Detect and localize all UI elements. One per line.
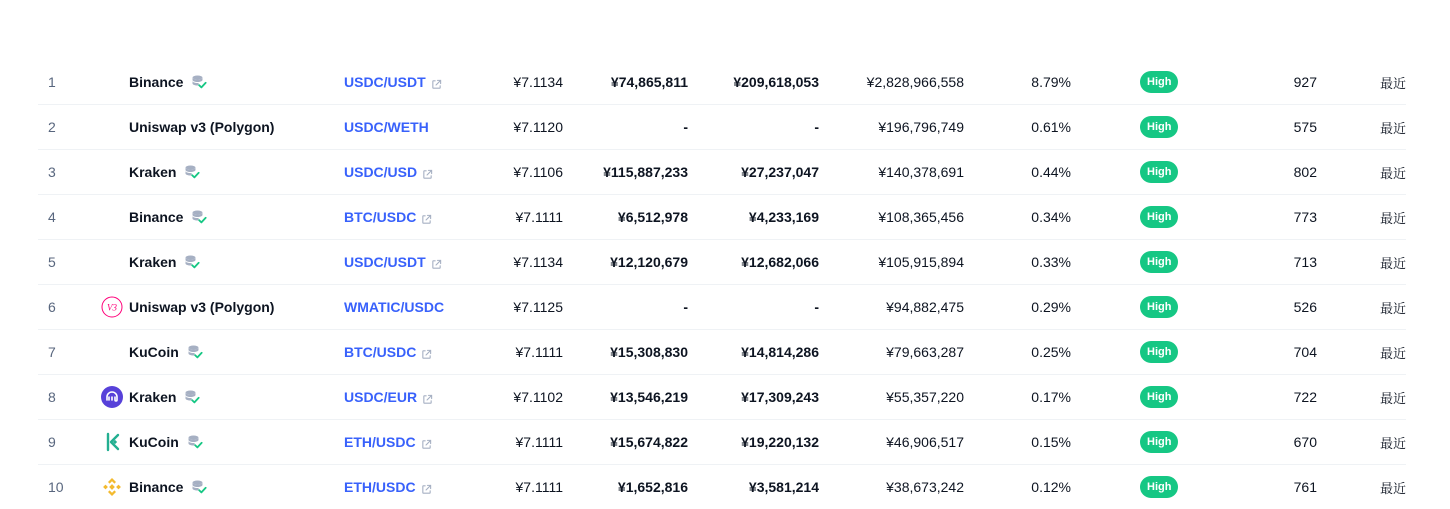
confidence-badge[interactable]: High xyxy=(1140,116,1178,138)
external-link-icon[interactable] xyxy=(421,482,432,493)
volume-24h: ¥196,796,749 xyxy=(878,119,964,135)
svg-text:V3: V3 xyxy=(107,302,117,313)
rank: 10 xyxy=(48,479,64,495)
confidence-badge[interactable]: High xyxy=(1140,341,1178,363)
depth-plus-2: ¥13,546,219 xyxy=(610,389,688,405)
markets-table xyxy=(38,60,1406,509)
liquidity-score: 927 xyxy=(1293,74,1317,90)
updated-time: 最近 xyxy=(1379,210,1406,226)
liquidity-score: 761 xyxy=(1293,479,1317,495)
rank: 3 xyxy=(48,164,56,180)
depth-minus-2: - xyxy=(814,299,819,315)
confidence-badge[interactable]: High xyxy=(1140,431,1178,453)
updated-time: 最近 xyxy=(1379,480,1406,496)
exchange-name[interactable]: Uniswap v3 (Polygon) xyxy=(129,119,275,135)
exchange-name-cell[interactable] xyxy=(129,60,329,104)
updated-time: 最近 xyxy=(1379,255,1406,271)
rank: 9 xyxy=(48,434,56,450)
confidence-badge[interactable]: High xyxy=(1140,71,1178,93)
depth-plus-2: ¥15,308,830 xyxy=(610,344,688,360)
pair-link[interactable]: USDC/USD xyxy=(344,164,418,180)
depth-minus-2: ¥3,581,214 xyxy=(748,479,819,495)
volume-share: 0.29% xyxy=(1031,299,1071,315)
database-check-icon[interactable] xyxy=(191,74,207,90)
pair-link[interactable]: USDC/USDT xyxy=(344,74,426,90)
price: ¥7.1134 xyxy=(513,74,563,90)
uniswap-logo xyxy=(100,285,124,329)
depth-minus-2: - xyxy=(814,119,819,135)
rank: 2 xyxy=(48,119,56,135)
updated-time: 最近 xyxy=(1379,345,1406,361)
external-link-icon[interactable] xyxy=(431,257,442,268)
depth-minus-2: ¥4,233,169 xyxy=(748,209,819,225)
table-row[interactable] xyxy=(38,420,1406,465)
volume-24h: ¥105,915,894 xyxy=(878,254,964,270)
rank: 7 xyxy=(48,344,56,360)
confidence-cell xyxy=(1140,195,1200,239)
price: ¥7.1102 xyxy=(513,389,563,405)
pair-link[interactable]: ETH/USDC xyxy=(344,479,416,495)
liquidity-score: 670 xyxy=(1293,434,1317,450)
liquidity-score: 713 xyxy=(1293,254,1317,270)
exchange-name-cell[interactable] xyxy=(129,105,329,149)
rank: 8 xyxy=(48,389,56,405)
table-row[interactable] xyxy=(38,60,1406,105)
exchange-name-cell[interactable] xyxy=(129,285,329,329)
confidence-cell xyxy=(1140,420,1200,464)
price: ¥7.1134 xyxy=(513,254,563,270)
database-check-icon[interactable] xyxy=(184,164,200,180)
kucoin-logo xyxy=(100,420,124,464)
depth-minus-2: ¥17,309,243 xyxy=(741,389,819,405)
confidence-badge[interactable]: High xyxy=(1140,476,1178,498)
database-check-icon[interactable] xyxy=(187,344,203,360)
table-row[interactable] xyxy=(38,375,1406,420)
exchange-name-cell[interactable] xyxy=(129,240,329,284)
updated-time: 最近 xyxy=(1379,120,1406,136)
exchange-logo-empty xyxy=(100,195,124,239)
database-check-icon[interactable] xyxy=(187,434,203,450)
updated-time: 最近 xyxy=(1379,165,1406,181)
table-row[interactable] xyxy=(38,150,1406,195)
updated-time: 最近 xyxy=(1379,435,1406,451)
liquidity-score: 526 xyxy=(1293,299,1317,315)
depth-minus-2: ¥19,220,132 xyxy=(741,434,819,450)
volume-24h: ¥46,906,517 xyxy=(886,434,964,450)
rank: 6 xyxy=(48,299,56,315)
table-row[interactable] xyxy=(38,195,1406,240)
volume-24h: ¥38,673,242 xyxy=(886,479,964,495)
database-check-icon[interactable] xyxy=(184,254,200,270)
exchange-name[interactable]: Kraken xyxy=(129,164,177,180)
depth-plus-2: - xyxy=(683,119,688,135)
confidence-cell xyxy=(1140,240,1200,284)
price: ¥7.1111 xyxy=(515,479,563,495)
updated-time: 最近 xyxy=(1379,75,1406,91)
volume-24h: ¥79,663,287 xyxy=(886,344,964,360)
volume-share: 0.33% xyxy=(1031,254,1071,270)
confidence-badge[interactable]: High xyxy=(1140,206,1178,228)
liquidity-score: 722 xyxy=(1293,389,1317,405)
exchange-name[interactable]: Uniswap v3 (Polygon) xyxy=(129,299,275,315)
confidence-cell xyxy=(1140,285,1200,329)
volume-share: 0.25% xyxy=(1031,344,1071,360)
exchange-logo-empty xyxy=(100,60,124,104)
external-link-icon[interactable] xyxy=(431,77,442,88)
exchange-name[interactable]: Kraken xyxy=(129,254,177,270)
rank: 4 xyxy=(48,209,56,225)
volume-share: 0.15% xyxy=(1031,434,1071,450)
exchange-logo-empty xyxy=(100,330,124,374)
exchange-logo-empty xyxy=(100,240,124,284)
liquidity-score: 575 xyxy=(1293,119,1317,135)
table-row[interactable] xyxy=(38,465,1406,509)
pair-link[interactable]: BTC/USDC xyxy=(344,209,417,225)
binance-logo xyxy=(100,465,124,509)
price: ¥7.1106 xyxy=(513,164,563,180)
volume-share: 0.12% xyxy=(1031,479,1071,495)
exchange-name-cell[interactable] xyxy=(129,375,329,419)
confidence-cell xyxy=(1140,375,1200,419)
external-link-icon[interactable] xyxy=(422,392,433,403)
external-link-icon[interactable] xyxy=(421,437,432,448)
volume-24h: ¥2,828,966,558 xyxy=(866,74,964,90)
confidence-cell xyxy=(1140,330,1200,374)
exchange-name-cell[interactable] xyxy=(129,195,329,239)
pair-link[interactable]: ETH/USDC xyxy=(344,434,416,450)
price: ¥7.1111 xyxy=(515,434,563,450)
exchange-logo-empty xyxy=(100,150,124,194)
database-check-icon[interactable] xyxy=(191,209,207,225)
price: ¥7.1120 xyxy=(513,119,563,135)
volume-share: 0.61% xyxy=(1031,119,1071,135)
price: ¥7.1111 xyxy=(515,209,563,225)
database-check-icon[interactable] xyxy=(191,479,207,495)
depth-plus-2: ¥15,674,822 xyxy=(610,434,688,450)
liquidity-score: 802 xyxy=(1293,164,1317,180)
volume-share: 0.44% xyxy=(1031,164,1071,180)
exchange-name[interactable]: KuCoin xyxy=(129,434,179,450)
pair-link[interactable]: WMATIC/USDC xyxy=(344,299,445,315)
price: ¥7.1125 xyxy=(513,299,563,315)
liquidity-score: 773 xyxy=(1293,209,1317,225)
depth-plus-2: ¥1,652,816 xyxy=(617,479,688,495)
exchange-name-cell[interactable] xyxy=(129,150,329,194)
kraken-logo xyxy=(100,375,124,419)
depth-plus-2: ¥12,120,679 xyxy=(610,254,688,270)
table-row[interactable] xyxy=(38,330,1406,375)
exchange-name[interactable]: Binance xyxy=(129,74,184,90)
exchange-name-cell[interactable] xyxy=(129,330,329,374)
volume-share: 0.17% xyxy=(1031,389,1071,405)
pair-link[interactable]: USDC/EUR xyxy=(344,389,418,405)
depth-minus-2: ¥209,618,053 xyxy=(733,74,819,90)
volume-share: 0.34% xyxy=(1031,209,1071,225)
external-link-icon[interactable] xyxy=(421,212,432,223)
confidence-cell xyxy=(1140,105,1200,149)
external-link-icon[interactable] xyxy=(421,347,432,358)
pair-link[interactable]: USDC/WETH xyxy=(344,119,429,135)
exchange-name[interactable]: Binance xyxy=(129,479,184,495)
depth-plus-2: ¥74,865,811 xyxy=(610,74,688,90)
rank: 1 xyxy=(48,74,56,90)
database-check-icon[interactable] xyxy=(184,389,200,405)
table-row[interactable] xyxy=(38,285,1406,330)
table-row[interactable] xyxy=(38,240,1406,285)
volume-24h: ¥140,378,691 xyxy=(878,164,964,180)
confidence-badge[interactable]: High xyxy=(1140,296,1178,318)
confidence-badge[interactable]: High xyxy=(1140,161,1178,183)
exchange-name[interactable]: Kraken xyxy=(129,389,177,405)
confidence-cell xyxy=(1140,465,1200,509)
confidence-badge[interactable]: High xyxy=(1140,386,1178,408)
table-row[interactable] xyxy=(38,105,1406,150)
exchange-name-cell[interactable] xyxy=(129,465,329,509)
volume-24h: ¥108,365,456 xyxy=(878,209,964,225)
pair-link[interactable]: BTC/USDC xyxy=(344,344,417,360)
price: ¥7.1111 xyxy=(515,344,563,360)
exchange-name[interactable]: Binance xyxy=(129,209,184,225)
exchange-name[interactable]: KuCoin xyxy=(129,344,179,360)
depth-minus-2: ¥27,237,047 xyxy=(741,164,819,180)
depth-minus-2: ¥14,814,286 xyxy=(741,344,819,360)
volume-share: 8.79% xyxy=(1031,74,1071,90)
rank: 5 xyxy=(48,254,56,270)
pair-link[interactable]: USDC/USDT xyxy=(344,254,426,270)
updated-time: 最近 xyxy=(1379,300,1406,316)
volume-24h: ¥94,882,475 xyxy=(886,299,964,315)
external-link-icon[interactable] xyxy=(422,167,433,178)
depth-plus-2: ¥115,887,233 xyxy=(603,164,688,180)
exchange-logo-empty xyxy=(100,105,124,149)
exchange-name-cell[interactable] xyxy=(129,420,329,464)
depth-plus-2: - xyxy=(683,299,688,315)
updated-time: 最近 xyxy=(1379,390,1406,406)
confidence-cell xyxy=(1140,150,1200,194)
volume-24h: ¥55,357,220 xyxy=(886,389,964,405)
confidence-cell xyxy=(1140,60,1200,104)
depth-plus-2: ¥6,512,978 xyxy=(617,209,688,225)
confidence-badge[interactable]: High xyxy=(1140,251,1178,273)
liquidity-score: 704 xyxy=(1293,344,1317,360)
depth-minus-2: ¥12,682,066 xyxy=(741,254,819,270)
